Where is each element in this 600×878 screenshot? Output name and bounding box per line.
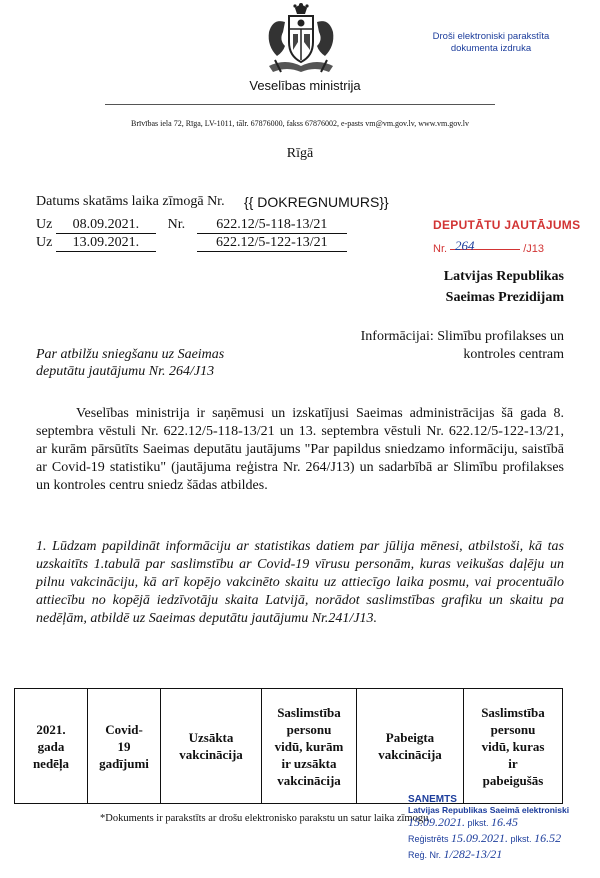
received-time: 16.45 <box>491 815 519 829</box>
subject-line2: deputātu jautājumu Nr. 264/J13 <box>36 364 215 379</box>
received-stamp <box>408 794 598 863</box>
received-time-label: plkst. <box>467 818 489 828</box>
recipient-line1: Latvijas Republikas <box>443 269 564 284</box>
table-header-row <box>15 689 563 804</box>
table-header-cell: Saslimstība personu vidū, kuras ir pabeigušās <box>464 689 563 804</box>
recipient-line2: Saeimas Prezidijam <box>445 290 564 305</box>
table-header-cell: Saslimstība personu vidū, kurām ir uzsākta vakcinācija <box>262 689 357 804</box>
reg-time-label: plkst. <box>510 834 532 844</box>
deputy-question-handwritten-number: 264 <box>455 238 475 253</box>
subject-line1: Par atbilžu sniegšanu uz Saeimas <box>36 347 225 362</box>
info-line2: kontroles centram <box>463 347 564 362</box>
ref1-nr-label: Nr. <box>167 217 186 232</box>
reg-time: 16.52 <box>534 831 562 845</box>
signature-stamp-line2: dokumenta izdruka <box>450 43 532 54</box>
reg-nr-label: Reģ. Nr. <box>408 850 442 860</box>
ministry-address: Brīvības iela 72, Rīga, LV-1011, tālr. 67876000, fakss 67876002, e-pasts vm@vm.gov.lv, www.vm.gov.lv <box>131 119 469 128</box>
registration-code: {{ DOKREGNUMURS}} <box>244 194 389 210</box>
received-stamp-nr-row <box>408 847 598 863</box>
deputy-question-number-line <box>433 243 544 255</box>
ref1-date: 08.09.2021. <box>56 217 156 234</box>
reg-date: 15.09.2021. <box>451 831 509 845</box>
recipient-block <box>300 266 564 308</box>
ref1-number: 622.12/5-118-13/21 <box>197 217 347 234</box>
reference-row-2 <box>36 235 347 252</box>
footer-note: *Dokuments ir parakstīts ar drošu elektronisko parakstu un satur laika zīmogu <box>100 813 429 824</box>
date-label: Datums skatāms laika zīmogā Nr. <box>36 194 225 209</box>
info-block <box>320 328 564 364</box>
ref2-number: 622.12/5-122-13/21 <box>197 235 347 252</box>
table-header-cell: Uzsākta vakcinācija <box>161 689 262 804</box>
subject-block <box>36 346 306 380</box>
received-stamp-date-row <box>408 815 598 831</box>
question-paragraph: 1. Lūdzam papildināt informāciju ar statistikas datiem par jūlija mēnesi, atbilstoši, kā tas uzskaitīts 1.tabulā par saslimstību ar Covid-19 vīrusu personām, kuras veikušas daļēju un pilnu vakcināciju, kā arī kopējo vakcinēto skaitu uz attiecīgo laika posmu, vai procentuālo attiecību no kopējā iedzīvotāju skaita Latvijā, norādot saslimstības grafiku un skaitu pa nedēļām, atbildē uz Saeimas deputātu jautājumu Nr.241/J13. <box>36 539 564 626</box>
electronic-signature-stamp <box>421 31 561 55</box>
received-stamp-reg-row <box>408 831 598 847</box>
reg-label: Reģistrēts <box>408 834 449 844</box>
received-stamp-subtitle: Latvijas Republikas Saeimā elektroniski <box>408 805 570 815</box>
header-divider <box>105 104 495 105</box>
deputy-nr-label: Nr. <box>433 243 448 255</box>
reg-nr: 1/282-13/21 <box>443 847 503 861</box>
ref2-prefix: Uz <box>36 235 53 250</box>
info-line1: Informācijai: Slimību profilakses un <box>360 329 564 344</box>
table-header-cell: Pabeigta vakcinācija <box>357 689 464 804</box>
body-paragraph: Veselības ministrija ir saņēmusi un izskatījusi Saeimas administrācijas šā gada 8. septembra vēstuli Nr. 622.12/5-118-13/21 un 13. septembra vēstuli Nr. 622.12/5-122-13/21, ar kurām pārsūtīts Saeimas deputātu jautājums "Par papildus sniedzamo informāciju, saistībā ar Covid-19 statistiku" (jautājuma reģistra Nr. 264/J13) un sadarbībā ar Slimību profilakses un kontroles centru sniedz šādas atbildes. <box>36 406 564 493</box>
coat-of-arms-emblem <box>255 2 347 80</box>
table-header-cell: Covid- 19 gadījumi <box>88 689 161 804</box>
deputy-question-stamp-title: DEPUTĀTU JAUTĀJUMS <box>433 218 581 232</box>
deputy-nr-suffix: /J13 <box>523 243 544 255</box>
reference-row-1 <box>36 217 347 234</box>
statistics-table <box>14 688 563 804</box>
received-date: 15.09.2021. <box>408 815 465 829</box>
city-line: Rīgā <box>286 146 314 161</box>
ref2-date: 13.09.2021. <box>56 235 156 252</box>
table-header-cell: 2021. gada nedēļa <box>15 689 88 804</box>
received-stamp-title: SANEMTS <box>408 794 457 805</box>
ref1-prefix: Uz <box>36 217 53 232</box>
ministry-name: Veselības ministrija <box>249 78 361 93</box>
signature-stamp-line1: Droši elektroniski parakstīta <box>432 31 550 42</box>
